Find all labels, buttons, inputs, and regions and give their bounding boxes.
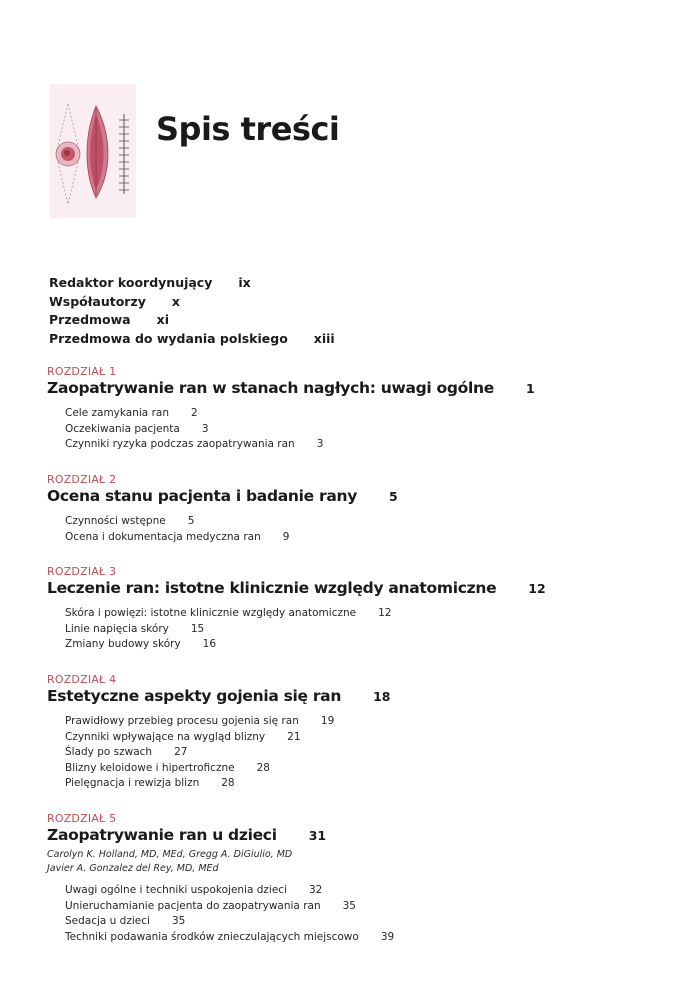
section-label: Czynniki ryzyka podczas zaopatrywania ran (65, 438, 295, 450)
section-label: Pielęgnacja i rewizja blizn (65, 777, 200, 789)
author-line: Javier A. Gonzalez del Rey, MD, MEd (47, 863, 219, 874)
section-label: Blizny keloidowe i hipertroficzne (65, 761, 235, 774)
chapter-title: Zaopatrywanie ran w stanach nagłych: uwagi ogólne (47, 379, 494, 397)
section-page: 12 (378, 607, 392, 619)
section-label: Czynniki wpływające na wygląd blizny (65, 730, 266, 743)
section-list (47, 607, 546, 654)
chapter-5 (47, 811, 394, 946)
chapter-title: Leczenie ran: istotne klinicznie względy anatomiczne (47, 579, 497, 597)
section-label: Czynności wstępne (65, 515, 166, 527)
chapter-4 (47, 672, 390, 793)
section-page: 39 (380, 930, 395, 943)
section-page: 35 (171, 915, 186, 927)
section-label: Oczekiwania pacjenta (65, 422, 180, 435)
wound-suture-icon (50, 84, 136, 218)
entry-label: Przedmowa (49, 312, 131, 327)
front-matter-item[interactable] (49, 331, 335, 350)
chapter-heading[interactable] (47, 826, 394, 844)
entry-label: Redaktor koordynujący (49, 275, 213, 290)
section-label: Uwagi ogólne i techniki uspokojenia dzieci (65, 884, 287, 896)
chapter-label: ROZDZIAŁ 3 (47, 565, 117, 578)
section-item[interactable] (65, 423, 535, 439)
section-item[interactable] (65, 931, 394, 947)
section-item[interactable] (65, 746, 390, 762)
entry-page: ix (238, 275, 251, 290)
page-title: Spis treści (156, 110, 340, 148)
chapter-title: Ocena stanu pacjenta i badanie rany (47, 487, 358, 505)
chapter-heading[interactable] (47, 579, 546, 597)
chapter-label: ROZDZIAŁ 2 (47, 473, 117, 486)
section-page: 21 (287, 730, 301, 743)
wound-illustration (50, 84, 136, 218)
section-item[interactable] (65, 915, 394, 931)
entry-page: x (171, 293, 180, 309)
section-item[interactable] (65, 531, 398, 547)
section-page: 5 (187, 515, 195, 527)
section-label: Ślady po szwach (65, 746, 153, 758)
section-label: Prawidłowy przebieg procesu gojenia się ran (65, 715, 299, 727)
section-list (47, 407, 535, 454)
chapter-2 (47, 472, 398, 546)
chapter-heading[interactable] (47, 487, 398, 505)
section-item[interactable] (65, 715, 390, 731)
chapter-title: Estetyczne aspekty gojenia się ran (47, 687, 342, 705)
entry-label: Przedmowa do wydania polskiego (49, 330, 288, 346)
chapter-label: ROZDZIAŁ 4 (47, 673, 117, 686)
section-list (47, 515, 398, 546)
section-label: Zmiany budowy skóry (65, 638, 181, 650)
section-list (47, 884, 394, 946)
section-page: 35 (342, 899, 356, 912)
chapter-label: ROZDZIAŁ 5 (47, 812, 117, 825)
section-item[interactable] (65, 638, 546, 654)
section-label: Cele zamykania ran (65, 407, 169, 419)
section-label: Skóra i powięzi: istotne klinicznie względy anatomiczne (65, 607, 357, 619)
section-page: 3 (201, 422, 209, 435)
author-line: Carolyn K. Holland, MD, MEd, Gregg A. DiGiulio, MD (47, 849, 293, 860)
section-item[interactable] (65, 762, 390, 778)
section-item[interactable] (65, 438, 535, 454)
entry-page: xiii (313, 330, 335, 346)
section-label: Ocena i dokumentacja medyczna ran (65, 530, 261, 543)
chapter-authors (47, 848, 394, 876)
section-item[interactable] (65, 607, 546, 623)
section-label: Unieruchamianie pacjenta do zaopatrywania ran (65, 899, 321, 912)
chapter-1 (47, 364, 535, 454)
chapter-label: ROZDZIAŁ 1 (47, 365, 117, 378)
entry-label: Współautorzy (49, 293, 146, 309)
section-label: Linie napięcia skóry (65, 622, 169, 635)
section-page: 19 (320, 715, 335, 727)
section-label: Sedacja u dzieci (65, 915, 150, 927)
section-label: Techniki podawania środków znieczulających miejscowo (65, 930, 359, 943)
front-matter-item[interactable] (49, 312, 335, 331)
section-item[interactable] (65, 407, 535, 423)
chapter-page: 12 (528, 581, 546, 596)
chapter-title: Zaopatrywanie ran u dzieci (47, 826, 277, 844)
section-list (47, 715, 390, 793)
chapter-page: 18 (373, 689, 391, 704)
chapter-heading[interactable] (47, 379, 535, 397)
section-item[interactable] (65, 731, 390, 747)
section-item[interactable] (65, 900, 394, 916)
section-item[interactable] (65, 515, 398, 531)
section-page: 16 (202, 638, 217, 650)
section-page: 3 (316, 438, 324, 450)
front-matter-item[interactable] (49, 275, 335, 294)
section-page: 15 (190, 622, 205, 635)
chapter-heading[interactable] (47, 687, 390, 705)
chapter-page: 1 (526, 381, 535, 396)
entry-page: xi (156, 312, 169, 327)
front-matter-item[interactable] (49, 294, 335, 313)
section-item[interactable] (65, 884, 394, 900)
chapter-page: 31 (308, 828, 327, 843)
section-item[interactable] (65, 623, 546, 639)
front-matter-list (49, 275, 335, 349)
chapter-3 (47, 564, 546, 654)
section-page: 28 (256, 761, 270, 774)
section-page: 9 (282, 530, 290, 543)
section-item[interactable] (65, 777, 390, 793)
section-page: 32 (309, 884, 323, 896)
chapter-page: 5 (389, 489, 398, 504)
section-page: 27 (174, 746, 188, 758)
section-page: 2 (190, 407, 198, 419)
section-page: 28 (221, 777, 235, 789)
